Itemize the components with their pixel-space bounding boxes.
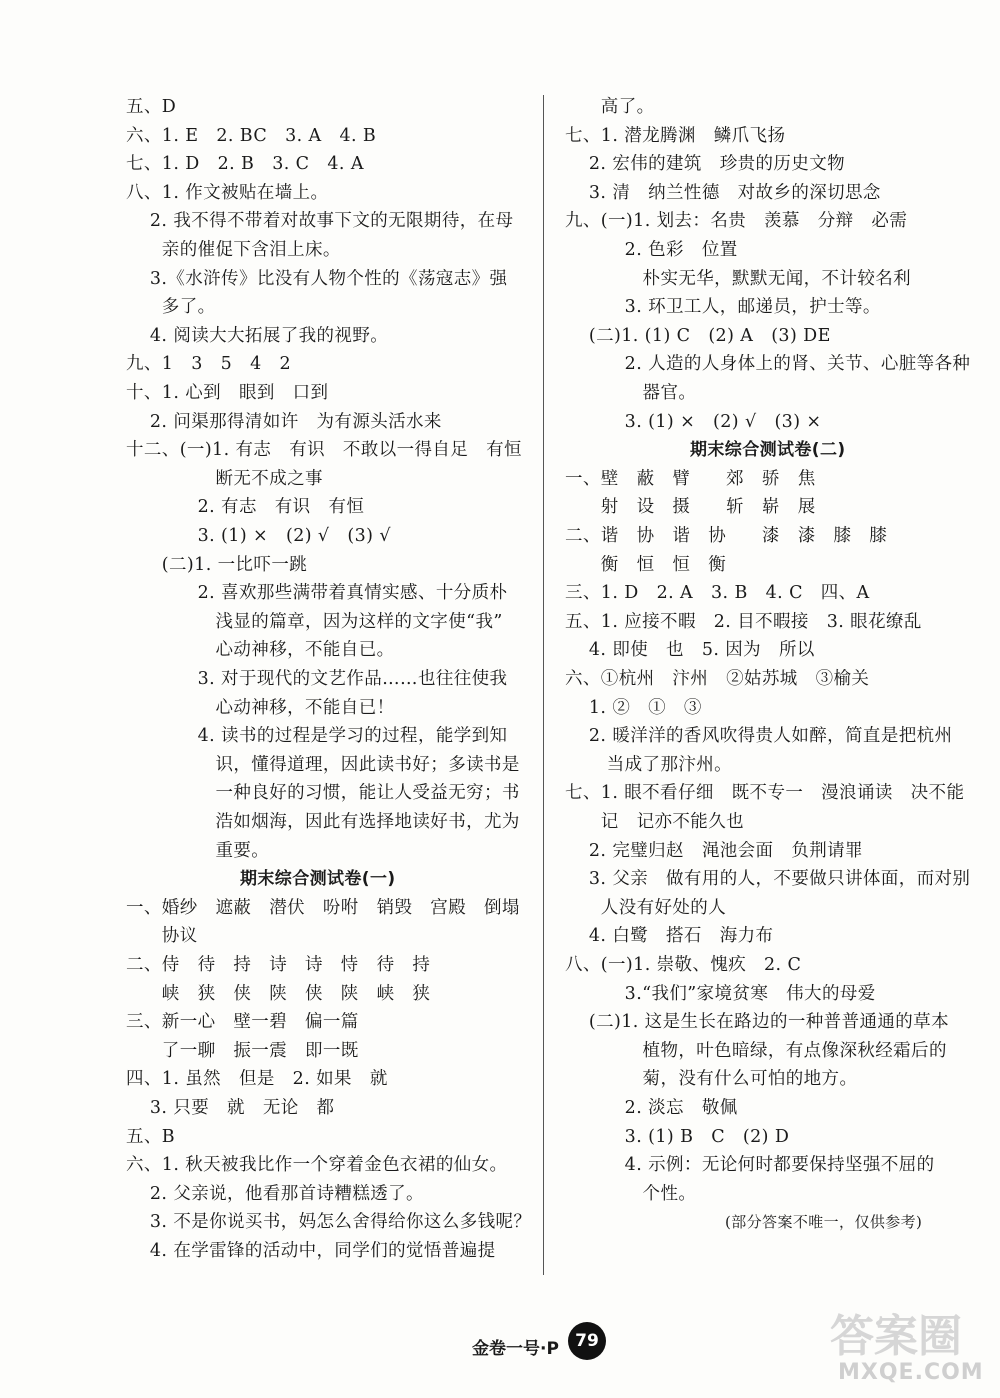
answer-line: 六、1. E 2. BC 3. A 4. B	[126, 125, 377, 146]
answer-line: 十二、(一)1. 有志 有识 不敢以一得自足 有恒	[126, 440, 522, 461]
answer-line: (二)1. (1) C (2) A (3) DE	[565, 325, 831, 346]
answer-line: 2. 暖洋洋的香风吹得贵人如醉，简直是把杭州	[565, 726, 953, 747]
answer-line: 多了。	[126, 297, 216, 318]
answer-line: 协议	[126, 926, 198, 947]
answer-line: 了一聊 振一震 即一既	[126, 1040, 359, 1061]
answer-line: 衡 恒 恒 衡	[565, 554, 727, 575]
answer-line: 3.《水浒传》比没有人物个性的《荡寇志》强	[126, 268, 508, 289]
answer-line: 七、1. 潜龙腾渊 鳞爪飞扬	[565, 125, 786, 146]
answer-line: 3. 清 纳兰性德 对故乡的深切思念	[565, 182, 881, 203]
answer-line: 重要。	[126, 840, 270, 861]
answer-line: 射 设 摄 斩 崭 展	[565, 497, 816, 518]
answer-line: 高了。	[565, 97, 655, 117]
page-number: 79	[568, 1322, 606, 1360]
answer-line: 3. 不是你说买书，妈怎么舍得给你这么多钱呢？	[126, 1212, 532, 1233]
answer-line: 六、1. 秋天被我比作一个穿着金色衣裙的仙女。	[126, 1155, 508, 1176]
answer-line: 八、1. 作文被贴在墙上。	[126, 182, 329, 203]
answer-line: 2. 有志 有识 有恒	[126, 497, 365, 518]
answer-line: 植物，叶色暗绿，有点像深秋经霜后的	[565, 1040, 947, 1061]
answer-line: 三、1. D 2. A 3. B 4. C 四、A	[565, 583, 870, 604]
watermark	[820, 1300, 990, 1390]
answer-line: 4. 示例：无论何时都要保持坚强不屈的	[565, 1155, 935, 1176]
answer-line: 2. 父亲说，他看那首诗糟糕透了。	[126, 1183, 424, 1204]
answer-line: 3. (1) × (2) √ (3) ×	[565, 411, 822, 432]
section-title: 期末综合测试卷(二)	[690, 440, 846, 461]
answer-line: 2. 我不得不带着对故事下文的无限期待，在母	[126, 211, 514, 232]
section-title: 期末综合测试卷(一)	[240, 869, 396, 890]
answer-line: 4. 在学雷锋的活动中，同学们的觉悟普遍提	[126, 1241, 496, 1261]
answer-line: 一、壁 蔽 臂 郊 骄 焦	[565, 468, 816, 489]
answer-line: 2. 色彩 位置	[565, 240, 738, 260]
answer-line: 识，懂得道理，因此读书好；多读书是	[126, 754, 520, 775]
answer-line: 3. 环卫工人，邮递员，护士等。	[565, 297, 881, 318]
answer-line: (二)1. 一比吓一跳	[126, 554, 308, 575]
answer-line: 朴实无华，默默无闻，不计较名利	[565, 268, 912, 289]
answer-line: 三、新一心 壁一碧 偏一篇	[126, 1012, 359, 1033]
answer-line: 记 记亦不能久也	[565, 812, 744, 832]
answer-line: 3. 只要 就 无论 都	[126, 1098, 335, 1118]
answer-line: 3. (1) × (2) √ (3) √	[126, 526, 391, 546]
answer-line: 4. 读书的过程是学习的过程，能学到知	[126, 726, 508, 747]
answer-line: 2. 人造的人身体上的肾、关节、心脏等各种	[565, 354, 971, 375]
column-divider	[543, 95, 544, 1275]
answer-line: 3. 父亲 做有用的人，不要做只讲体面，而对别	[565, 869, 971, 890]
answer-line: 五、D	[126, 97, 177, 117]
answer-line: 断无不成之事	[126, 468, 323, 489]
answer-line: 一种良好的习惯，能让人受益无穷；书	[126, 783, 520, 804]
answer-line: 2. 问渠那得清如许 为有源头活水来	[126, 411, 442, 432]
answer-line: 3.“我们”家境贫寒 伟大的母爱	[565, 983, 876, 1004]
answer-line: 菊，没有什么可怕的地方。	[565, 1069, 858, 1090]
answer-line: 2. 喜欢那些满带着真情实感、十分质朴	[126, 583, 508, 604]
answer-line: 峡 狭 侠 陕 侠 陕 峡 狭	[126, 983, 431, 1004]
answer-line: 浩如烟海，因此有选择地读好书，尤为	[126, 812, 520, 832]
answer-line: 九、1 3 5 4 2	[126, 354, 292, 375]
answer-line: 4. 白鹭 搭石 海力布	[565, 926, 774, 947]
answer-line: 当成了那汴州。	[565, 754, 733, 775]
answer-line: 八、(一)1. 崇敬、愧疚 2. C	[565, 955, 802, 975]
answer-line: 十、1. 心到 眼到 口到	[126, 383, 329, 403]
answer-line: 七、1. D 2. B 3. C 4. A	[126, 154, 364, 175]
answer-line: 亲的催促下含泪上床。	[126, 240, 341, 260]
answer-line: 2. 完璧归赵 渑池会面 负荆请罪	[565, 840, 863, 861]
answer-line: 个性。	[565, 1183, 697, 1204]
watermark-url: MXQE.COM	[838, 1360, 984, 1385]
answer-line: 4. 阅读大大拓展了我的视野。	[126, 325, 389, 346]
answer-line: 心动神移，不能自已！	[126, 697, 395, 718]
answer-line: 一、婚纱 遮蔽 潜伏 吩咐 销毁 宫殿 倒塌	[126, 897, 520, 918]
answer-line: 人没有好处的人	[565, 897, 727, 918]
answer-line: 4. 即使 也 5. 因为 所以	[565, 640, 815, 661]
answer-line: 浅显的篇章，因为这样的文字使“我”	[126, 611, 503, 632]
footer-brand: 金卷一号·P	[472, 1339, 559, 1359]
answer-line: 四、1. 虽然 但是 2. 如果 就	[126, 1069, 388, 1090]
answer-line: 3. (1) B C (2) D	[565, 1126, 790, 1147]
answer-line: 五、1. 应接不暇 2. 目不暇接 3. 眼花缭乱	[565, 611, 922, 632]
answer-line: 2. 宏伟的建筑 珍贵的历史文物	[565, 154, 846, 175]
answer-line: 七、1. 眼不看仔细 既不专一 漫浪诵读 决不能	[565, 783, 965, 804]
watermark-title: 答案圈	[830, 1311, 962, 1362]
answer-line: 九、(一)1. 划去：名贵 羡慕 分辩 必需	[565, 211, 908, 232]
answer-line: 五、B	[126, 1126, 176, 1147]
answer-line: 六、①杭州 汴州 ②姑苏城 ③榆关	[565, 669, 870, 689]
answer-line: 1. ② ① ③	[565, 697, 702, 718]
answer-line: 二、谐 协 谐 协 漆 漆 膝 膝	[565, 526, 888, 546]
answer-line: 3. 对于现代的文艺作品……也往往使我	[126, 669, 508, 689]
answer-line: (二)1. 这是生长在路边的一种普普通通的草本	[565, 1012, 949, 1033]
answer-line: 心动神移，不能自已。	[126, 640, 395, 661]
answer-line: (部分答案不唯一，仅供参考)	[725, 1213, 923, 1232]
answer-line: 2. 淡忘 敬佩	[565, 1098, 738, 1118]
answer-line: 二、侍 待 持 诗 诗 恃 待 持	[126, 955, 431, 975]
answer-line: 器官。	[565, 383, 697, 403]
